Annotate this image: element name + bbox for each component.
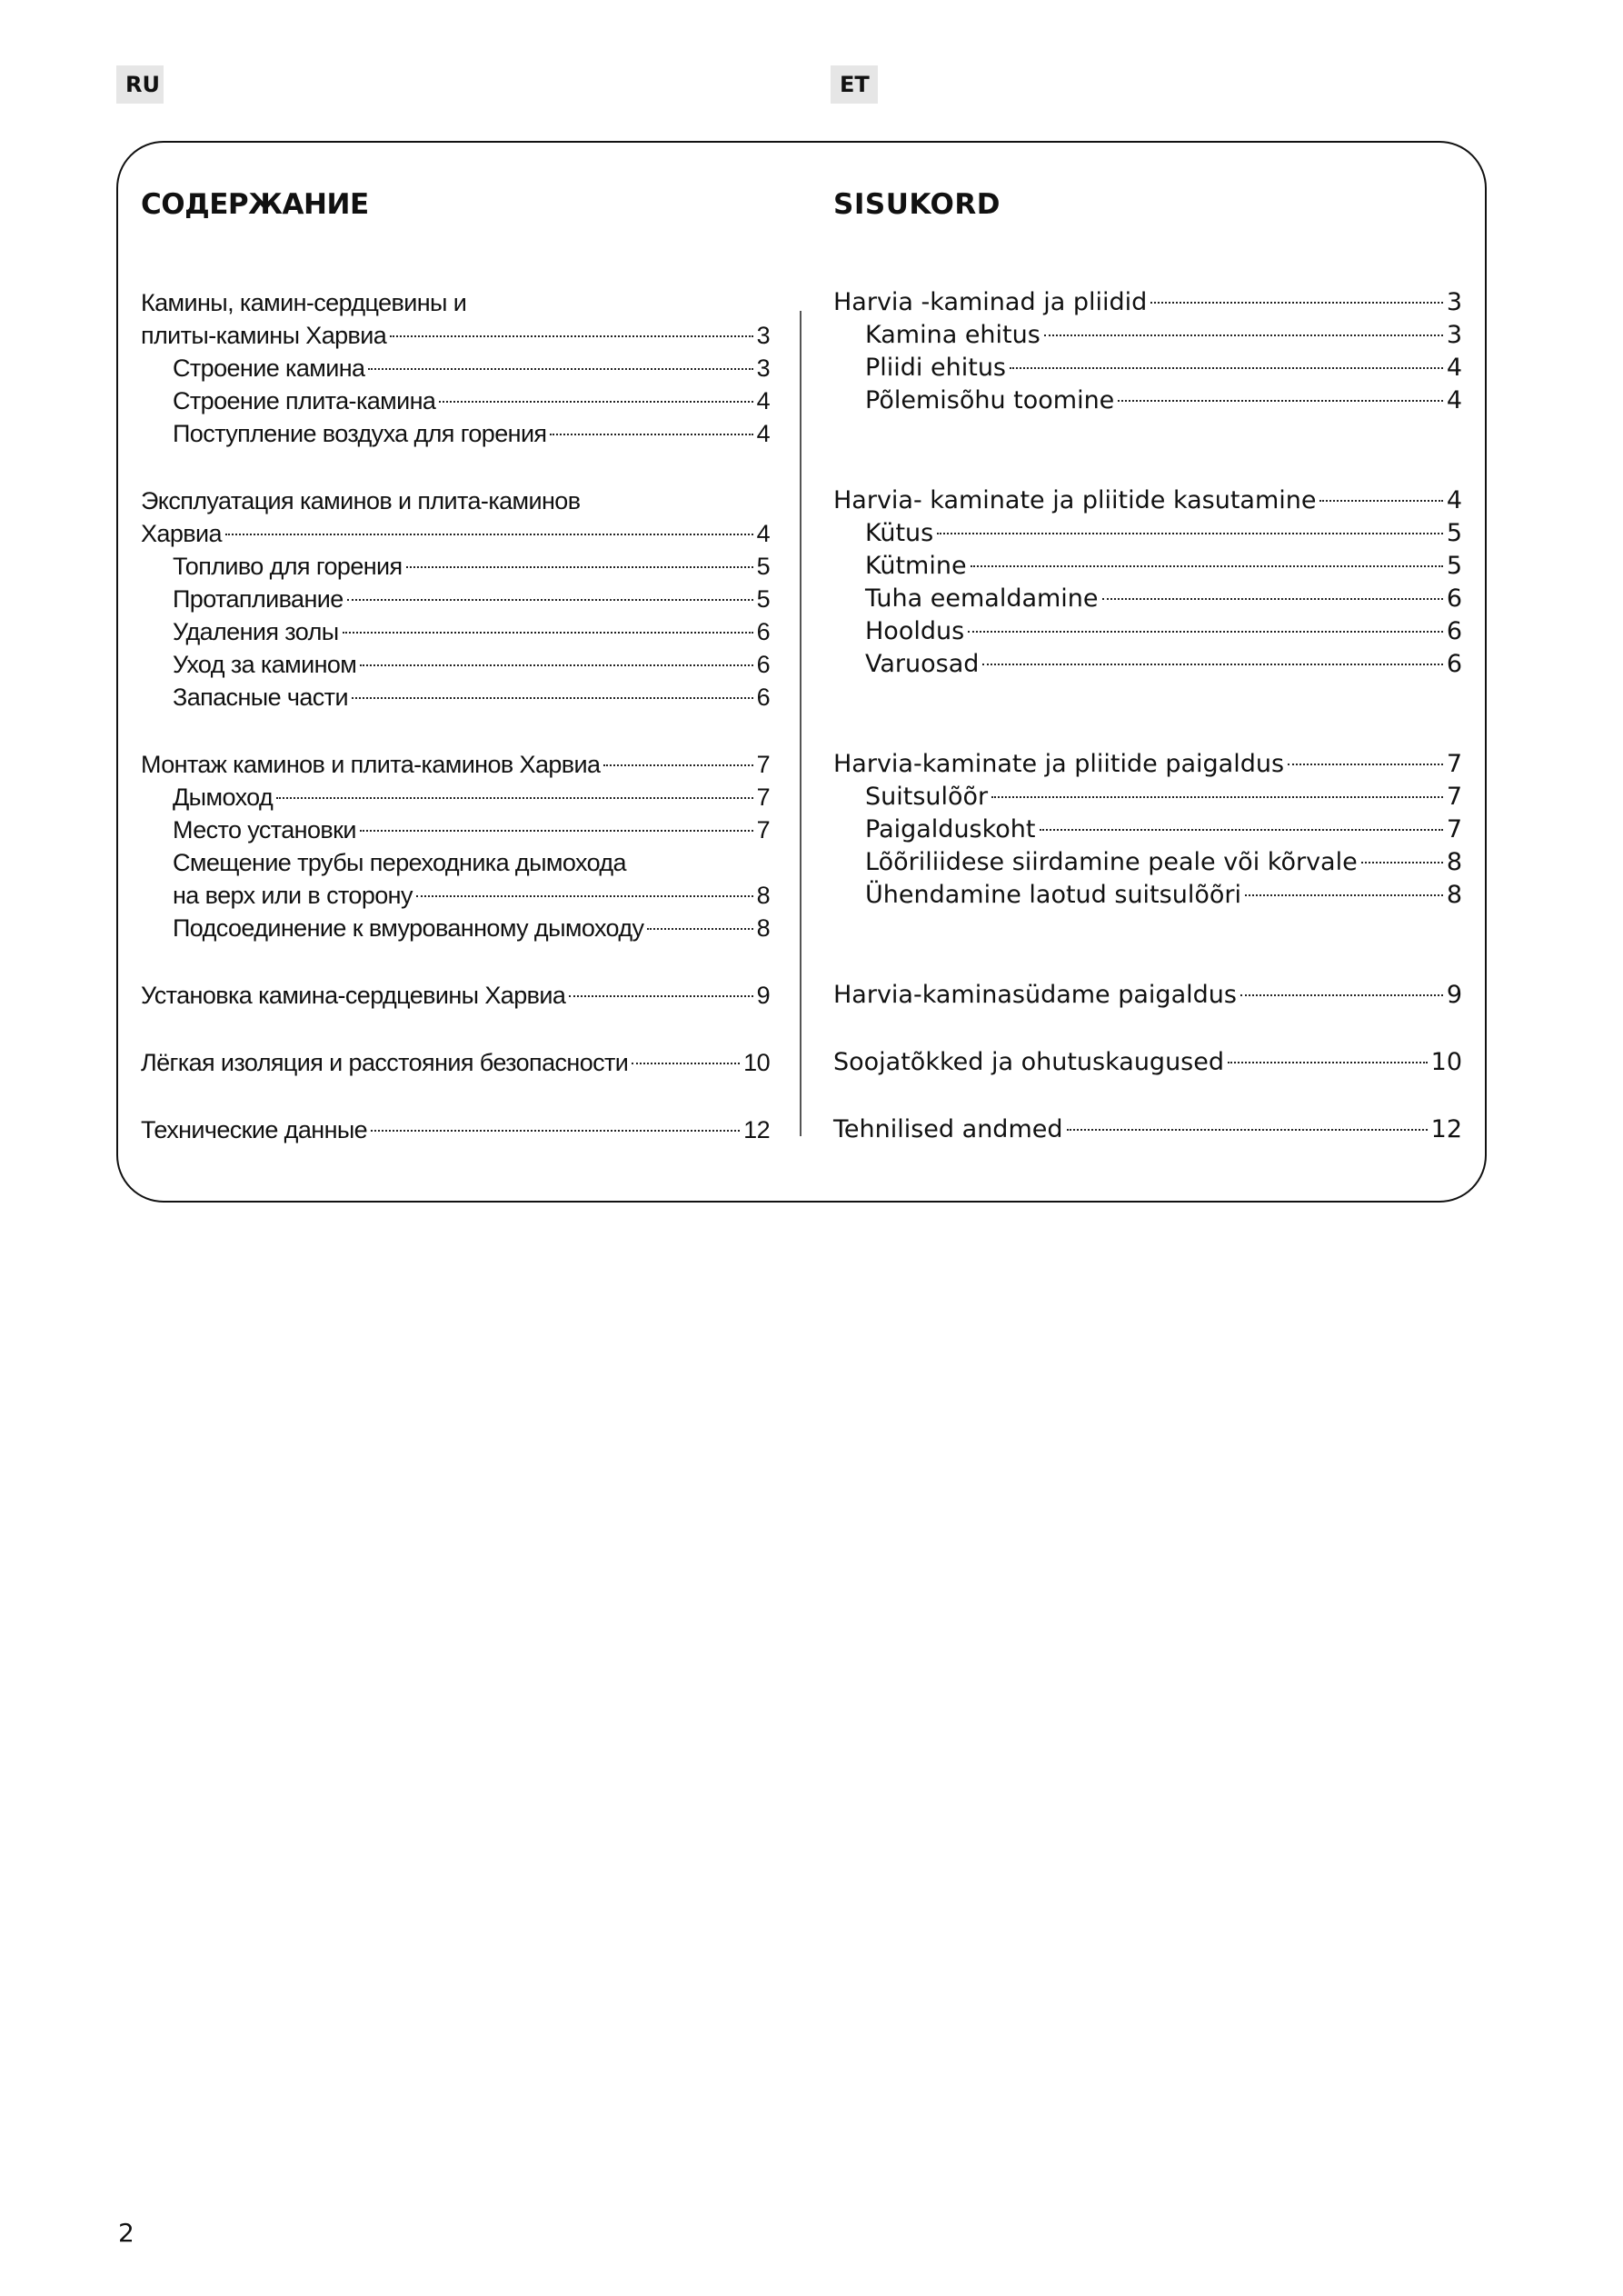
toc-entry[interactable] <box>141 1046 770 1079</box>
toc-entry-label: Поступление воздуха для горения <box>173 420 547 447</box>
toc-entry-page: 10 <box>1430 1048 1462 1076</box>
toc-entry-page: 8 <box>1446 881 1462 909</box>
toc-entry[interactable] <box>865 615 1462 648</box>
toc-entry-page: 6 <box>1446 650 1462 678</box>
toc-entry[interactable] <box>173 681 770 714</box>
toc-entry-label: плиты-камины Харвиа <box>141 322 387 349</box>
toc-entry[interactable] <box>833 748 1462 781</box>
toc-entry-page: 5 <box>1446 552 1462 580</box>
dot-leader <box>1240 994 1443 996</box>
toc-entry-label: Harvia-kaminasüdame paigaldus <box>833 981 1237 1009</box>
toc-entry-label: Технические данные <box>141 1116 368 1143</box>
toc-entry[interactable] <box>865 781 1462 814</box>
toc-entry-page: 12 <box>1430 1115 1462 1143</box>
dot-leader <box>360 830 753 832</box>
toc-entry[interactable] <box>865 583 1462 615</box>
toc-entry[interactable] <box>833 484 1462 517</box>
toc-entry[interactable] <box>865 846 1462 879</box>
column-divider <box>800 311 802 1136</box>
dot-leader <box>1245 894 1443 896</box>
toc-entry-page: 4 <box>1446 486 1462 514</box>
toc-entry[interactable] <box>173 583 770 615</box>
toc-entry[interactable] <box>141 319 770 352</box>
toc-entry[interactable] <box>865 319 1462 352</box>
language-tag-ru: RU <box>116 65 164 104</box>
toc-entry-page: 3 <box>756 322 770 349</box>
toc-entry-label: Harvia- kaminate ja pliitide kasutamine <box>833 486 1317 514</box>
toc-entry-page: 4 <box>1446 354 1462 382</box>
toc-entry-page: 4 <box>756 520 770 547</box>
toc-entry-label: Протапливание <box>173 585 344 613</box>
dot-leader <box>968 631 1443 633</box>
toc-entry[interactable] <box>173 781 770 814</box>
dot-leader <box>1361 862 1443 863</box>
dot-leader <box>1067 1129 1428 1131</box>
dot-leader <box>982 664 1442 665</box>
toc-entry-label: на верх или в сторону <box>173 882 413 909</box>
toc-entry[interactable] <box>173 417 770 450</box>
toc-entry[interactable] <box>833 979 1462 1012</box>
toc-entry-page: 4 <box>756 387 770 414</box>
toc-entry[interactable] <box>141 517 770 550</box>
dot-leader <box>347 599 753 601</box>
toc-entry-label: Подсоединение к вмурованному дымоходу <box>173 914 644 942</box>
toc-entry[interactable] <box>833 1113 1462 1146</box>
toc-entry-page: 6 <box>1446 584 1462 613</box>
toc-entry-label: Hooldus <box>865 617 965 645</box>
toc-entry[interactable] <box>865 384 1462 417</box>
toc-entry-page: 6 <box>756 618 770 645</box>
toc-entry-label: Põlemisõhu toomine <box>865 386 1115 414</box>
toc-entry-label: Varuosad <box>865 650 980 678</box>
toc-entry-page: 4 <box>756 420 770 447</box>
toc-entry[interactable] <box>833 1046 1462 1079</box>
toc-entry-page: 5 <box>1446 519 1462 547</box>
toc-entry-page: 7 <box>756 816 770 844</box>
toc-entry-label: Строение плита-камина <box>173 387 436 414</box>
toc-entry-label: Запасные части <box>173 684 348 711</box>
toc-entry[interactable] <box>865 648 1462 681</box>
toc-entry-label: Harvia -kaminad ja pliidid <box>833 288 1148 316</box>
toc-entry-page: 10 <box>743 1049 770 1076</box>
toc-entry-label: Строение камина <box>173 354 365 382</box>
toc-entry-label: Лёгкая изоляция и расстояния безопасности <box>141 1049 629 1076</box>
dot-leader <box>937 533 1443 534</box>
toc-entry-page: 6 <box>756 651 770 678</box>
dot-leader <box>390 335 752 337</box>
toc-entry-label: Harvia-kaminate ja pliitide paigaldus <box>833 750 1285 778</box>
dot-leader <box>276 797 752 799</box>
dot-leader <box>1150 302 1443 304</box>
toc-entry[interactable] <box>173 879 770 912</box>
dot-leader <box>1288 764 1443 765</box>
dot-leader <box>991 796 1443 798</box>
dot-leader <box>225 534 753 535</box>
toc-entry[interactable] <box>141 1113 770 1146</box>
toc-heading-et: SISUKORD <box>833 188 1001 221</box>
toc-entry-page: 3 <box>756 354 770 382</box>
toc-entry-label: Tuha eemaldamine <box>865 584 1099 613</box>
toc-entry[interactable] <box>173 912 770 944</box>
dot-leader <box>1040 829 1443 831</box>
toc-entry-label: Tehnilised andmed <box>833 1115 1063 1143</box>
toc-entry[interactable] <box>173 352 770 384</box>
toc-entry-page: 7 <box>1446 815 1462 844</box>
toc-entry[interactable] <box>865 352 1462 384</box>
dot-leader <box>368 368 752 370</box>
toc-entry-label: Ühendamine laotud suitsulõõri <box>865 881 1241 909</box>
toc-entry-page: 5 <box>756 553 770 580</box>
toc-entry-label: Дымоход <box>173 784 274 811</box>
toc-entry-label: Камины, камин-сердцевины и <box>141 289 467 316</box>
toc-entry[interactable] <box>141 979 770 1012</box>
dot-leader <box>1228 1062 1428 1063</box>
toc-entry-page: 6 <box>1446 617 1462 645</box>
toc-entry[interactable] <box>865 517 1462 550</box>
dot-leader <box>971 565 1443 567</box>
toc-entry-page: 6 <box>756 684 770 711</box>
toc-heading-ru: СОДЕРЖАНИЕ <box>141 188 369 221</box>
toc-entry-label: Soojatõkked ja ohutuskaugused <box>833 1048 1224 1076</box>
dot-leader <box>371 1130 740 1132</box>
toc-entry-label: Установка камина-сердцевины Харвиа <box>141 982 566 1009</box>
toc-entry-label: Харвиа <box>141 520 222 547</box>
toc-entry-page: 3 <box>1446 288 1462 316</box>
toc-entry-page: 3 <box>1446 321 1462 349</box>
dot-leader <box>647 928 752 930</box>
toc-entry-label: Lõõriliidese siirdamine peale või kõrvale <box>865 848 1358 876</box>
toc-entry-label: Место установки <box>173 816 356 844</box>
dot-leader <box>603 764 752 766</box>
dot-leader <box>416 895 753 897</box>
toc-entry[interactable] <box>865 814 1462 846</box>
toc-entry-page: 7 <box>756 751 770 778</box>
toc-entry-page: 9 <box>1446 981 1462 1009</box>
toc-entry-label: Paigalduskoht <box>865 815 1036 844</box>
toc-entry[interactable] <box>865 550 1462 583</box>
toc-entry-page: 8 <box>756 914 770 942</box>
dot-leader <box>550 434 752 435</box>
toc-entry-label: Suitsulõõr <box>865 783 989 811</box>
toc-entry-page: 7 <box>756 784 770 811</box>
dot-leader <box>1010 367 1443 369</box>
toc-entry-page: 4 <box>1446 386 1462 414</box>
toc-entry-label: Топливо для горения <box>173 553 403 580</box>
toc-entry-page: 9 <box>756 982 770 1009</box>
toc-entry[interactable] <box>833 286 1462 319</box>
toc-entry-label: Kütmine <box>865 552 967 580</box>
toc-entry[interactable] <box>173 814 770 846</box>
toc-entry[interactable] <box>173 550 770 583</box>
dot-leader <box>1118 400 1443 402</box>
toc-entry[interactable] <box>173 384 770 417</box>
page-number: 2 <box>118 2218 134 2248</box>
dot-leader <box>439 401 752 403</box>
toc-entry[interactable] <box>141 748 770 781</box>
toc-entry-label: Kamina ehitus <box>865 321 1041 349</box>
toc-entry-label: Эксплуатация каминов и плита-каминов <box>141 487 581 514</box>
toc-entry-label: Уход за камином <box>173 651 357 678</box>
toc-entry[interactable] <box>865 879 1462 912</box>
toc-entry-page: 8 <box>756 882 770 909</box>
dot-leader <box>360 664 752 666</box>
toc-entry[interactable] <box>173 648 770 681</box>
dot-leader <box>352 697 753 699</box>
dot-leader <box>1102 598 1443 600</box>
toc-entry-page: 12 <box>743 1116 770 1143</box>
dot-leader <box>1319 500 1442 502</box>
dot-leader <box>632 1063 740 1064</box>
dot-leader <box>1044 334 1443 336</box>
toc-entry-page: 5 <box>756 585 770 613</box>
toc-entry-page: 8 <box>1446 848 1462 876</box>
toc-entry[interactable] <box>173 615 770 648</box>
dot-leader <box>569 995 752 997</box>
toc-entry-label: Pliidi ehitus <box>865 354 1006 382</box>
toc-entry-label: Kütus <box>865 519 934 547</box>
dot-leader <box>343 632 753 634</box>
toc-entry-label: Удаления золы <box>173 618 339 645</box>
toc-entry-label: Монтаж каминов и плита-каминов Харвиа <box>141 751 601 778</box>
toc-entry-page: 7 <box>1446 750 1462 778</box>
toc-entry-label: Смещение трубы переходника дымохода <box>173 849 626 876</box>
dot-leader <box>406 566 753 568</box>
toc-entry-page: 7 <box>1446 783 1462 811</box>
language-tag-et: ET <box>831 65 878 104</box>
